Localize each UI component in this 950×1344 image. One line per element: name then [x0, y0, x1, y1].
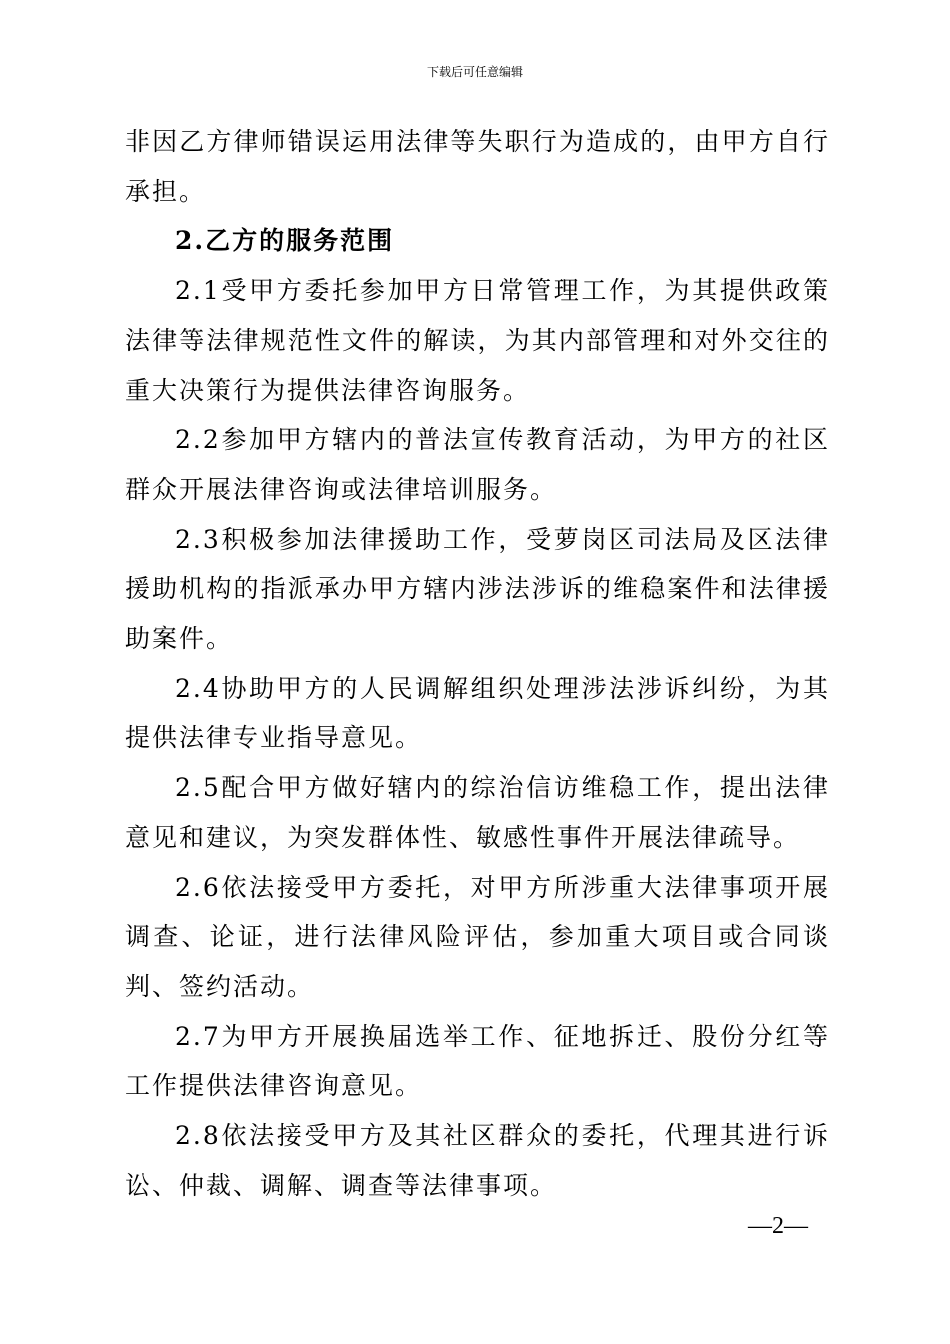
- paragraph-2-6: 2.6依法接受甲方委托，对甲方所涉重大法律事项开展调查、论证，进行法律风险评估，参加重大项目或合同谈判、签约活动。: [125, 872, 830, 1001]
- paragraph-2-1: 2.1受甲方委托参加甲方日常管理工作，为其提供政策法律等法律规范性文件的解读，为其内部管理和对外交往的重大决策行为提供法律咨询服务。: [125, 276, 830, 405]
- paragraph-2-4: 2.4协助甲方的人民调解组织处理涉法涉诉纠纷，为其提供法律专业指导意见。: [125, 673, 830, 753]
- section-heading: 2.乙方的服务范围: [175, 226, 395, 256]
- page-header: 下载后可任意编辑: [426, 65, 523, 79]
- paragraph-2-5: 2.5配合甲方做好辖内的综治信访维稳工作，提出法律意见和建议，为突发群体性、敏感性事件开展法律疏导。: [125, 773, 830, 852]
- paragraph-2-2: 2.2参加甲方辖内的普法宣传教育活动，为甲方的社区群众开展法律咨询或法律培训服务。: [125, 425, 830, 504]
- paragraph-2-7: 2.7为甲方开展换届选举工作、征地拆迁、股份分红等工作提供法律咨询意见。: [125, 1021, 830, 1101]
- paragraph-2-8: 2.8依法接受甲方及其社区群众的委托，代理其进行诉讼、仲裁、调解、调查等法律事项。: [125, 1121, 830, 1200]
- paragraph-2-3: 2.3积极参加法律援助工作，受萝岗区司法局及区法律援助机构的指派承办甲方辖内涉法涉诉的维稳案件和法律援助案件。: [125, 524, 830, 654]
- paragraph-continuation: 非因乙方律师错误运用法律等失职行为造成的，由甲方自行承担。: [125, 127, 830, 206]
- page-number: —2—: [748, 1213, 808, 1239]
- document-body: [125, 117, 830, 1210]
